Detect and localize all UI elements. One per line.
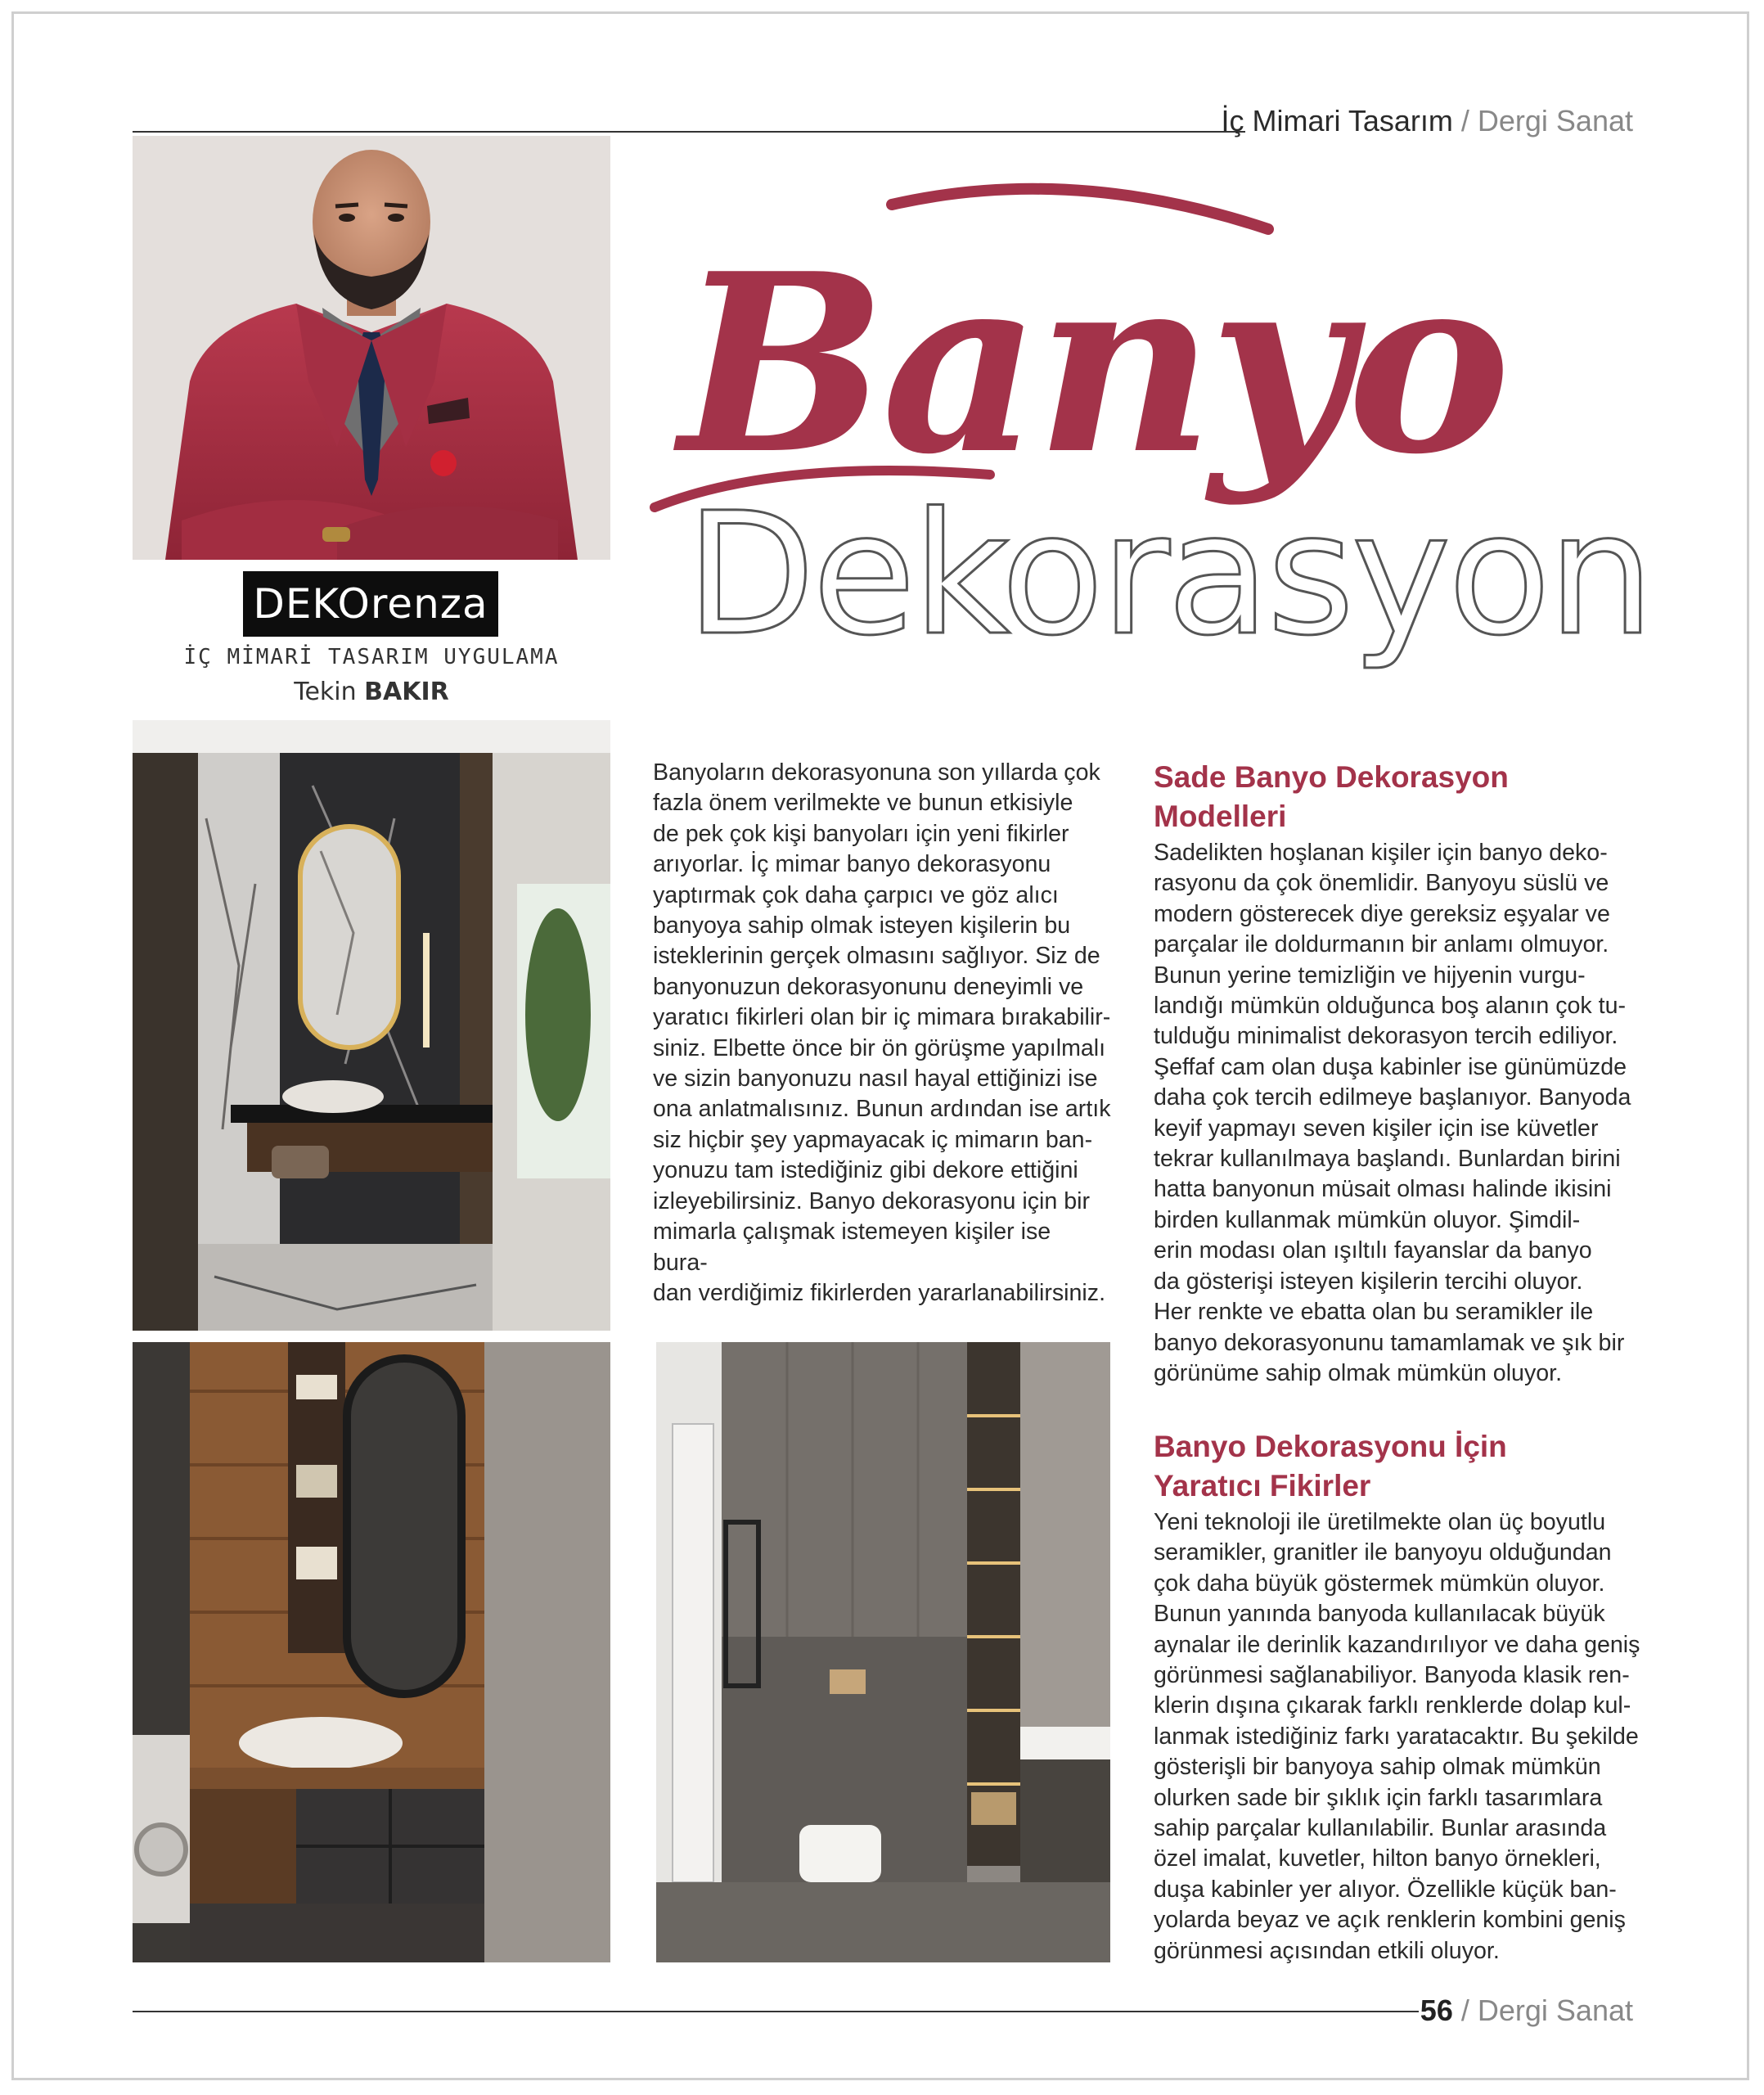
author-portrait xyxy=(133,136,610,560)
bathroom-photo-marble xyxy=(133,720,610,1331)
section-paragraph: Yeni teknoloji ile üretilmekte olan üç boyutlu seramikler, granitler ile banyoyu olduğundan çok daha büyük göstermek mümkün oluyor. Bunun yanında banyoda kullanılacak büyük aynalar ile derinlik kazandırılıyor ve daha geniş görünmesi sağlanabiliyor. Banyoda klasik ren- klerin dışına çıkarak farklı renklerde dolap kul- lanmak istediğiniz farkı yaratacaktır. Bu şekilde gösterişli bir banyoya sahip olmak mümkün olurken sade bir şıklık için farklı tasarımlara sahip parçalar kullanılabilir. Bunlar arasında özel imalat, kuvetler, hilton banyo örnekleri, duşa kabinler yer alıyor. Özellikle küçük ban- yolarda beyaz ve açık renklerin kombini geniş görünmesi açısından etkili oluyor. xyxy=(1154,1509,1640,1964)
footer-magazine: Dergi Sanat xyxy=(1477,1994,1633,2027)
intro-paragraph: Banyoların dekorasyonuna son yıllarda çok fazla önem verilmekte ve bunun etkisiyle de pek çok kişi banyoları için yeni fikirler arıyorlar. İç mimar banyo dekorasyonu yaptırmak çok daha çarpıcı ve göz alıcı banyoya sahip olmak isteyen kişilerin bu isteklerinin gerçek olmasını sağlıyor. Siz de banyonuzun dekorasyonunu deneyimli ve yaratıcı fikirleri olan bir iç mimara bırakabilir- siniz. Elbette önce bir ön görüşme yapılmalı ve sizin banyonuzu nasıl hayal ettiğinizi ise ona anlatmalısınız. Bunun ardından ise artık siz hiçbir şey yapmayacak iç mimarın ban- yonuzu tam istediğiniz gibi dekore ettiğini izleyebilirsiniz. Banyo dekorasyonu için bir mimarla çalışmak istemeyen kişiler ise bura- dan verdiğimiz fikirlerden yararlanabilirsiniz. xyxy=(653,759,1111,1306)
header-rule xyxy=(133,131,1245,133)
section-heading: Sade Banyo Dekorasyon Modelleri xyxy=(1154,760,1509,833)
title-script-text: Banyo xyxy=(679,219,1506,508)
dekorenza-logo xyxy=(243,571,498,637)
section-paragraph: Sadelikten hoşlanan kişiler için banyo deko- rasyonu da çok önemlidir. Banyoyu süslü ve modern gösterecek diye gereksiz eşyalar ve parçalar ile doldurmanın bir anlamı olmuyor. Bunun yerine temizliğin ve hijyenin vurgu- landığı mümkün olduğunca boş alanın çok tu- tulduğu minimalist dekorasyon tercih ediliyor. Şeffaf cam olan duşa kabinler ise günümüzde daha çok tercih edilmeye başlanıyor. Banyoda keyif yapmayı seven kişiler için ise küvetler tekrar kullanılmaya başlandı. Bunlardan birini hatta banyonun müsait olması halinde ikisini birden kullanmak mümkün oluyor. Şimdil- erin modası olan ışıltılı fayanslar da banyo da gösterişi isteyen kişilerin tercihi oluyor. Her renkte ve ebatta olan bu seramikler ile banyo dekorasyonunu tamamlamak ve şık bir görünüme sahip olmak mümkün oluyor. xyxy=(1154,840,1631,1386)
intro-column xyxy=(653,758,1111,1309)
author-role: İÇ MİMARİ TASARIM UYGULAMA xyxy=(183,645,560,669)
section-heading: Banyo Dekorasyonu İçin Yaratıcı Fikirler xyxy=(1154,1430,1507,1503)
running-header xyxy=(1221,103,1633,139)
header-separator: / xyxy=(1460,104,1469,137)
page-number: 56 xyxy=(1420,1994,1453,2027)
logo-wordmark: DEKOrenza xyxy=(253,580,488,628)
section-simple-designs xyxy=(1154,758,1645,1389)
header-section: İç Mimari Tasarım xyxy=(1221,104,1453,137)
footer-rule xyxy=(133,2011,1419,2012)
bathroom-photo-grey xyxy=(656,1342,1110,1962)
title-subtitle: Dekorasyon xyxy=(686,476,1652,673)
portrait-illustration xyxy=(133,136,610,560)
footer-separator: / xyxy=(1460,1994,1469,2027)
bathroom-photo-wood xyxy=(133,1342,610,1962)
header-magazine: Dergi Sanat xyxy=(1477,104,1633,137)
author-name xyxy=(133,678,610,706)
author-last-name: BAKIR xyxy=(364,678,449,706)
running-footer xyxy=(1420,1992,1633,2030)
author-first-name: Tekin xyxy=(294,678,357,706)
section-creative-ideas xyxy=(1154,1427,1645,1967)
